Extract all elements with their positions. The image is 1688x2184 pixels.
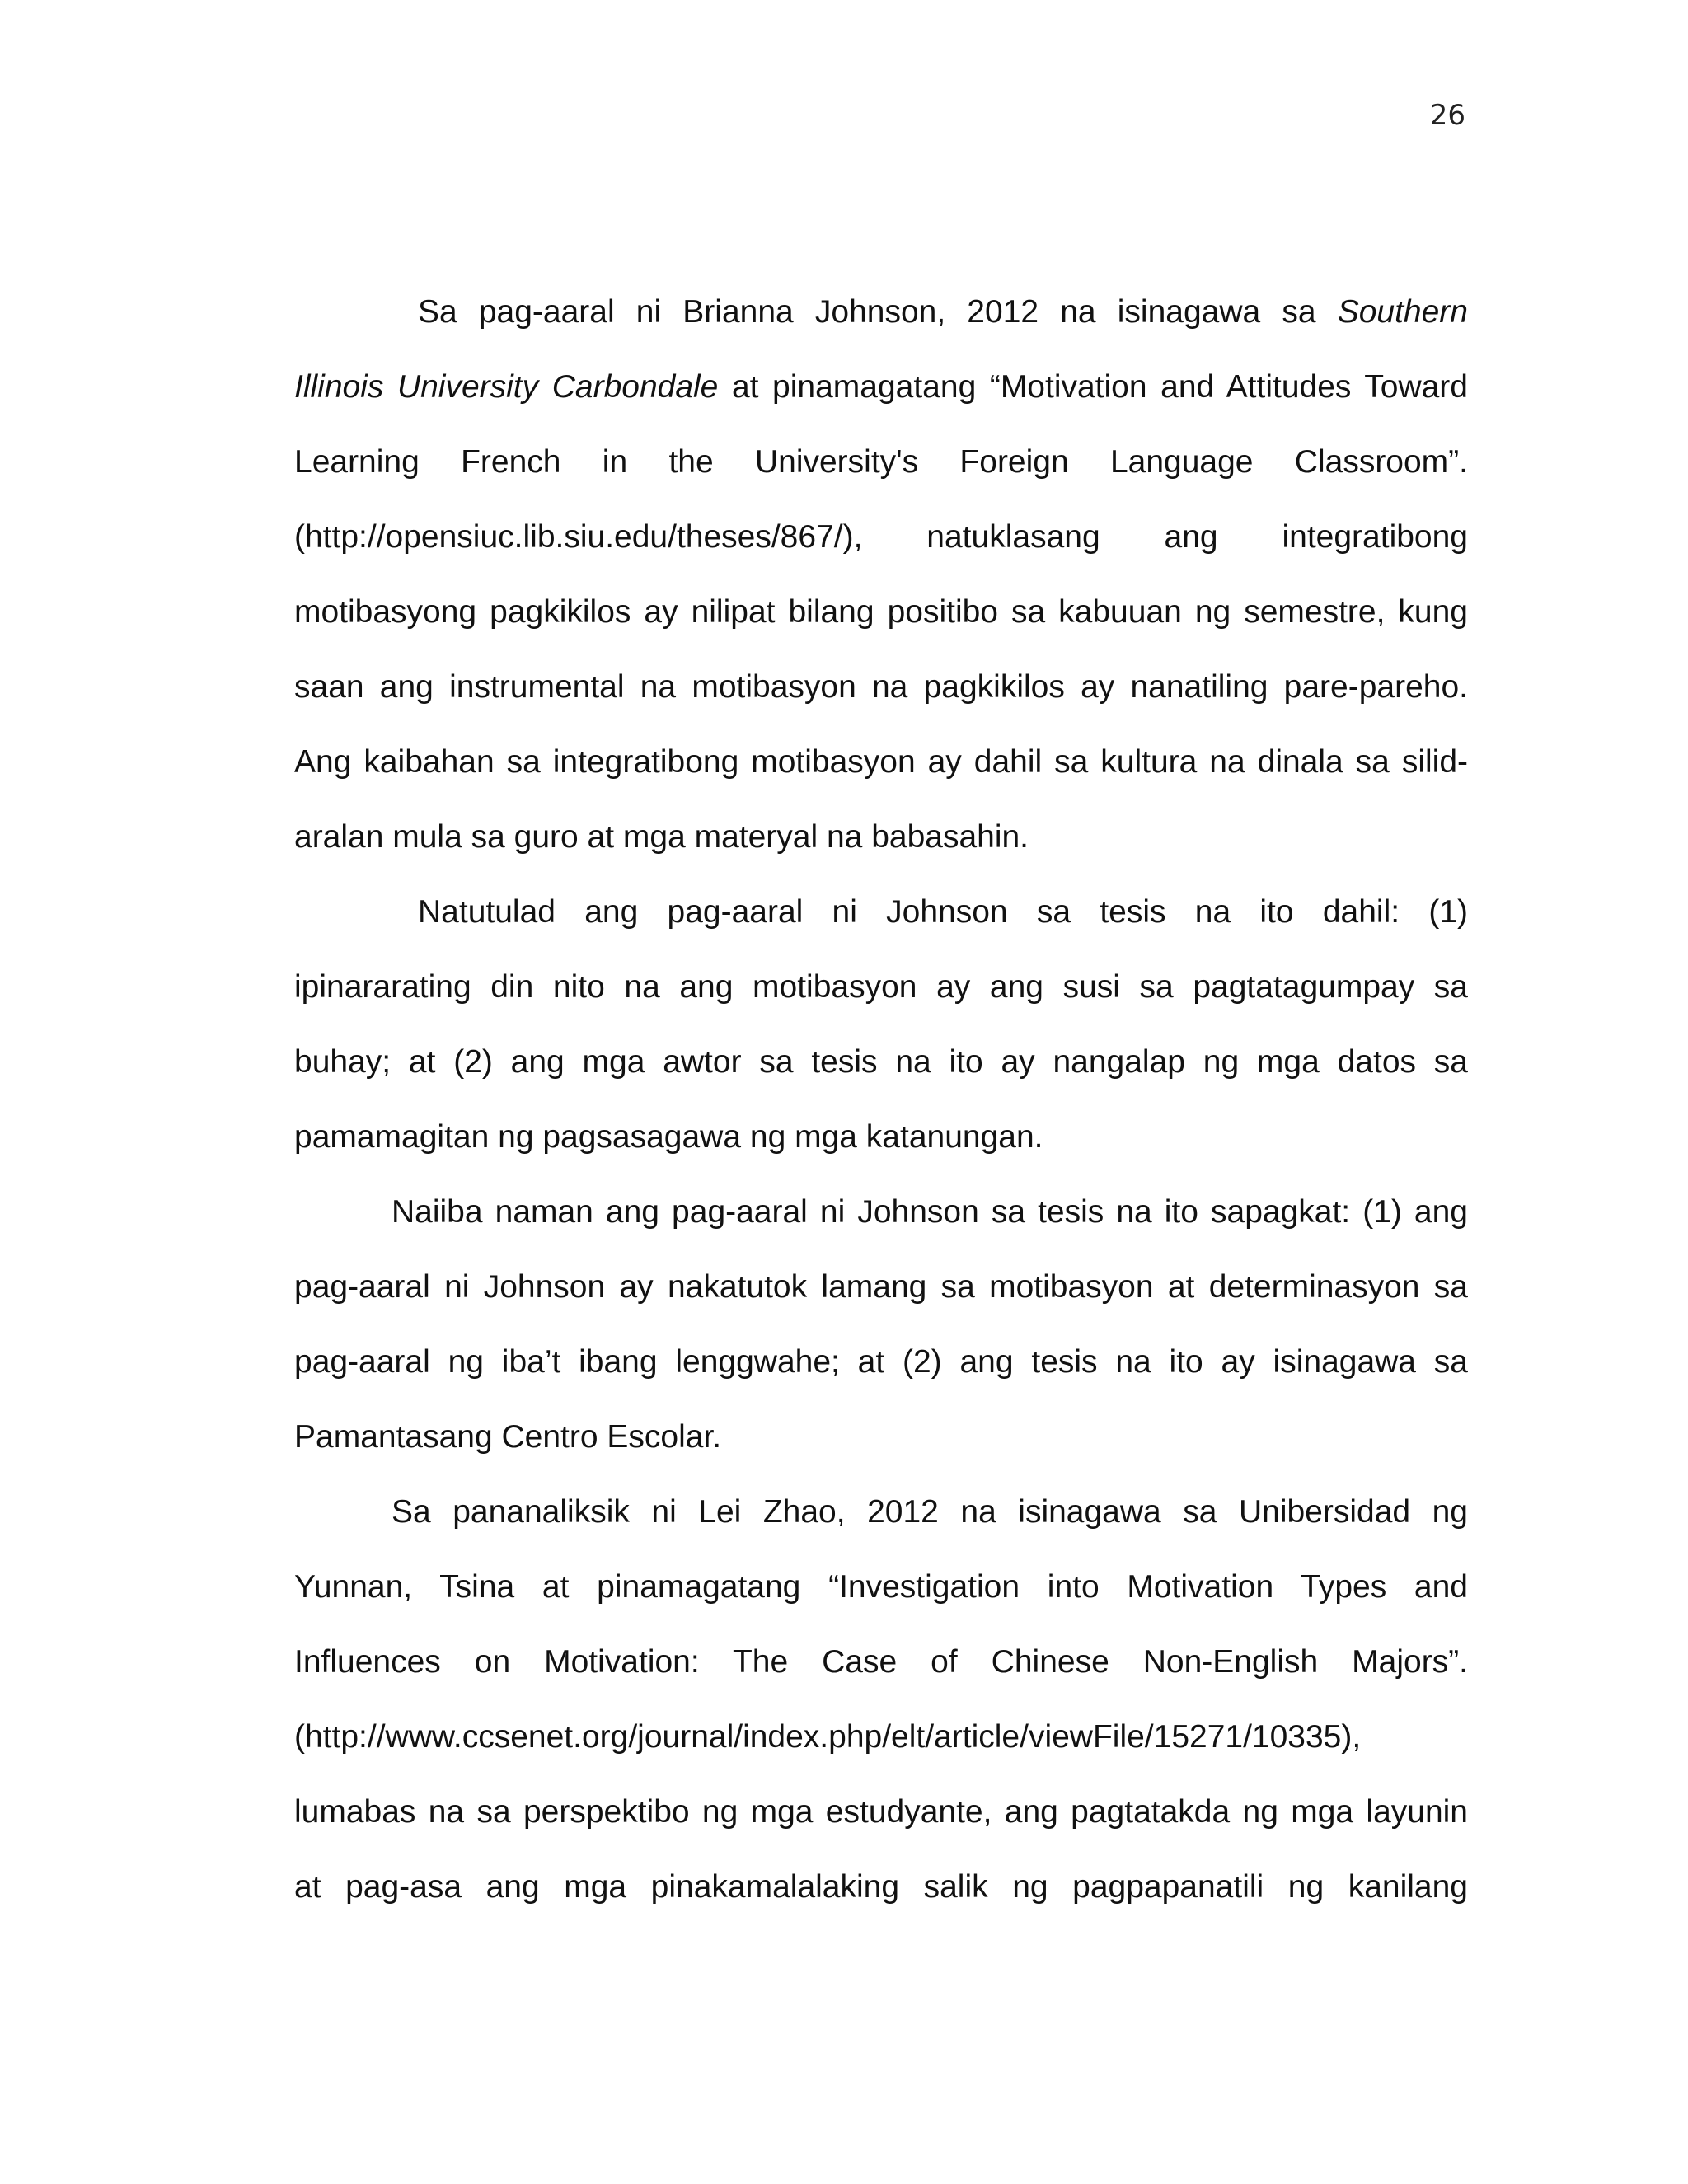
text-line: Influences on Motivation: The Case of Chinese Non-English Majors”.	[294, 1644, 1468, 1680]
text-line: Ang kaibahan sa integratibong motibasyon ay dahil sa kultura na dinala sa silid-	[294, 744, 1468, 780]
text-line: ipinararating din nito na ang motibasyon ay ang susi sa pagtatagumpay sa	[294, 969, 1468, 1005]
text-line: pamamagitan ng pagsasagawa ng mga katanungan.	[294, 1119, 1043, 1155]
text-line: (http://opensiuc.lib.siu.edu/theses/867/), natuklasang ang integratibong	[294, 519, 1468, 555]
text-line: at pag-asa ang mga pinakamalalaking salik ng pagpapanatili ng kanilang	[294, 1869, 1468, 1905]
text-line: pag-aaral ni Johnson ay nakatutok lamang sa motibasyon at determinasyon sa	[294, 1269, 1468, 1305]
text-line: motibasyong pagkikilos ay nilipat bilang positibo sa kabuuan ng semestre, kung	[294, 594, 1468, 630]
text-line: Learning French in the University's Foreign Language Classroom”.	[294, 444, 1468, 480]
text-line: saan ang instrumental na motibasyon na pagkikilos ay nanatiling pare-pareho.	[294, 669, 1468, 705]
text-line: aralan mula sa guro at mga materyal na babasahin.	[294, 819, 1029, 855]
text-line: Naiiba naman ang pag-aaral ni Johnson sa tesis na ito sapagkat: (1) ang	[392, 1194, 1468, 1230]
text-line: pag-aaral ng iba’t ibang lenggwahe; at (2) ang tesis na ito ay isinagawa sa	[294, 1344, 1468, 1380]
page-number: 26	[1429, 99, 1465, 132]
text-line: (http://www.ccsenet.org/journal/index.php/elt/article/viewFile/15271/10335),	[294, 1719, 1362, 1755]
text-line: Sa pananaliksik ni Lei Zhao, 2012 na isinagawa sa Unibersidad ng	[392, 1494, 1468, 1530]
text-line: Sa pag-aaral ni Brianna Johnson, 2012 na isinagawa sa Southern	[418, 294, 1468, 330]
text-line: lumabas na sa perspektibo ng mga estudyante, ang pagtatakda ng mga layunin	[294, 1794, 1468, 1830]
text-line: Pamantasang Centro Escolar.	[294, 1419, 722, 1455]
text-line: Natutulad ang pag-aaral ni Johnson sa tesis na ito dahil: (1)	[418, 894, 1468, 930]
text-line: Illinois University Carbondale at pinamagatang “Motivation and Attitudes Toward	[294, 369, 1468, 405]
text-line: buhay; at (2) ang mga awtor sa tesis na ito ay nangalap ng mga datos sa	[294, 1044, 1468, 1080]
text-line: Yunnan, Tsina at pinamagatang “Investigation into Motivation Types and	[294, 1569, 1468, 1605]
